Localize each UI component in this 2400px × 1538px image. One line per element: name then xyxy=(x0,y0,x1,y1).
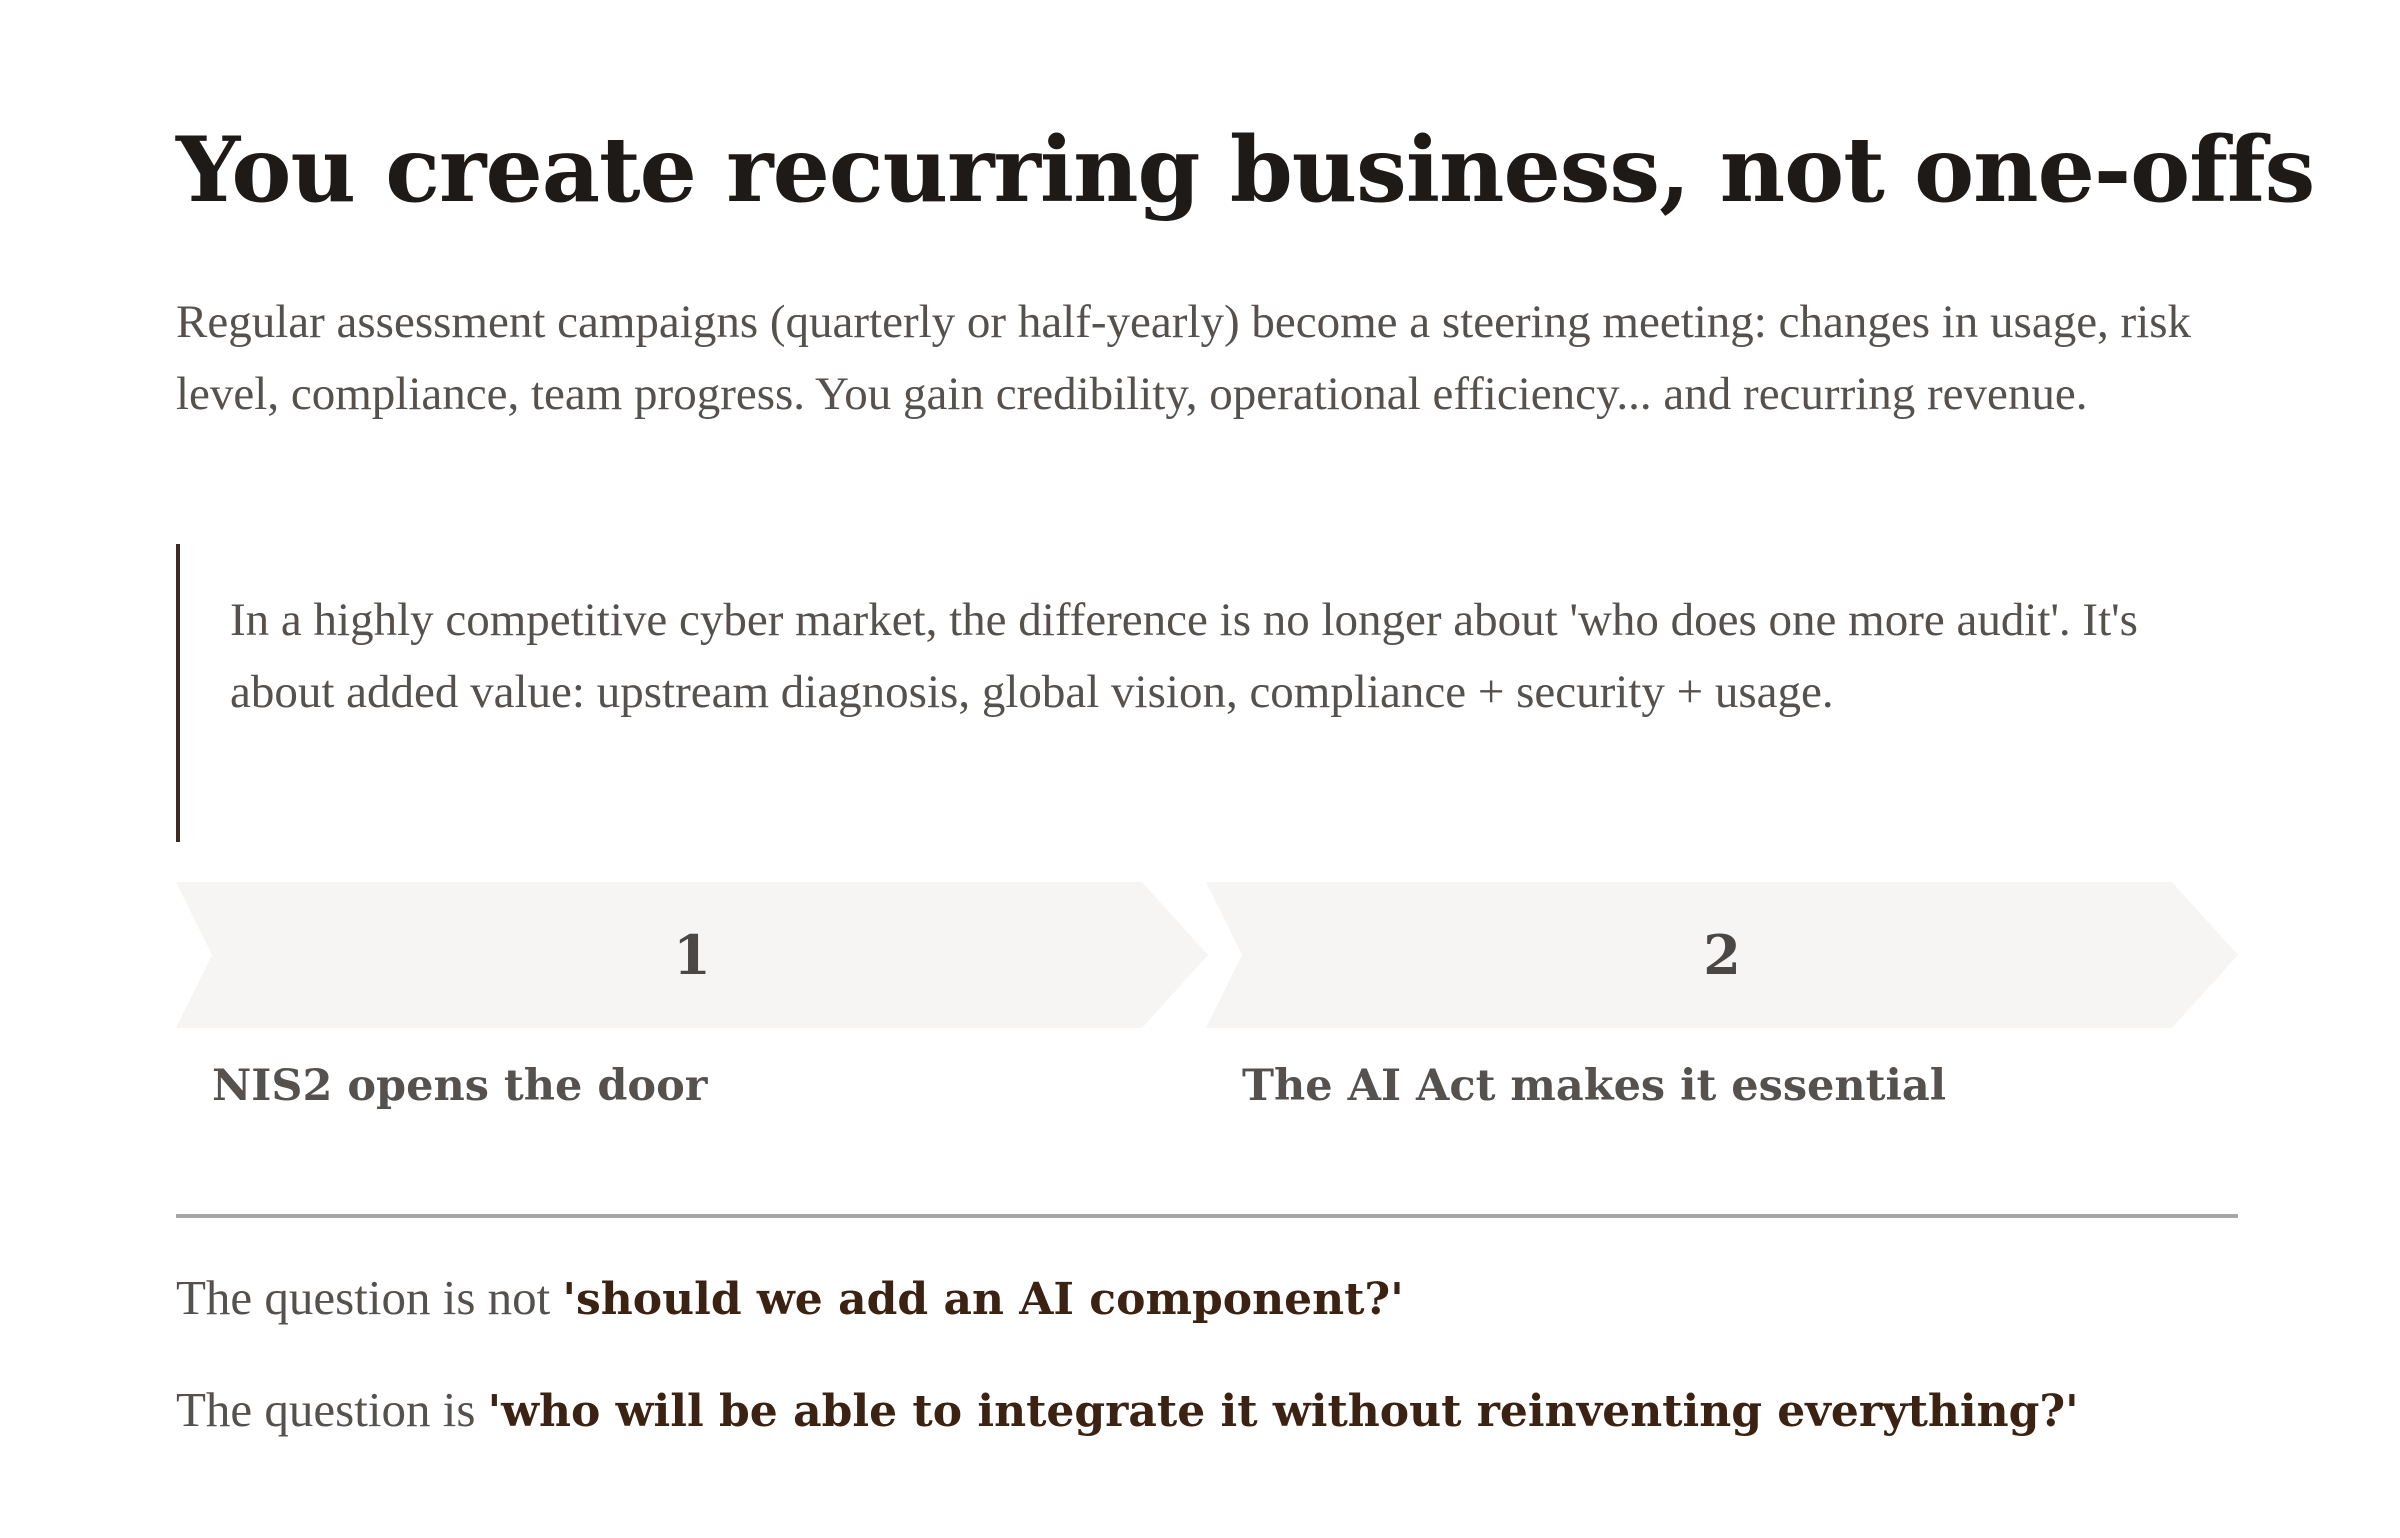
question-emphasis: 'who will be able to integrate it without reinventing everything?' xyxy=(487,1386,2079,1437)
question-prefix: The question is xyxy=(176,1382,488,1437)
steps-timeline xyxy=(176,882,2238,1112)
blockquote xyxy=(176,544,2238,842)
step-number: 1 xyxy=(673,923,711,987)
question-emphasis: 'should we add an AI component?' xyxy=(562,1274,1404,1325)
question-line-2 xyxy=(176,1378,2079,1444)
section-divider xyxy=(176,1214,2238,1218)
question-prefix: The question is not xyxy=(176,1270,563,1325)
page-title: You create recurring business, not one-offs xyxy=(176,117,2315,223)
intro-paragraph: Regular assessment campaigns (quarterly or half-yearly) become a steering meeting: changes in usage, risk level, compliance, team progress. You gain credibility, operational efficiency... and recurring revenue. xyxy=(176,296,2192,420)
step-number: 2 xyxy=(1703,923,1741,987)
content-section xyxy=(176,100,2315,1437)
step-label: The AI Act makes it essential xyxy=(1242,1061,1947,1111)
question-line-1 xyxy=(176,1266,1404,1332)
step-1 xyxy=(176,882,1208,1112)
blockquote-text: In a highly competitive cyber market, the difference is no longer about 'who does one more audit'. It's about added value: upstream diagnosis, global vision, compliance + security + usage. xyxy=(230,594,2138,718)
step-label: NIS2 opens the door xyxy=(212,1061,708,1111)
step-2 xyxy=(1206,882,2238,1112)
